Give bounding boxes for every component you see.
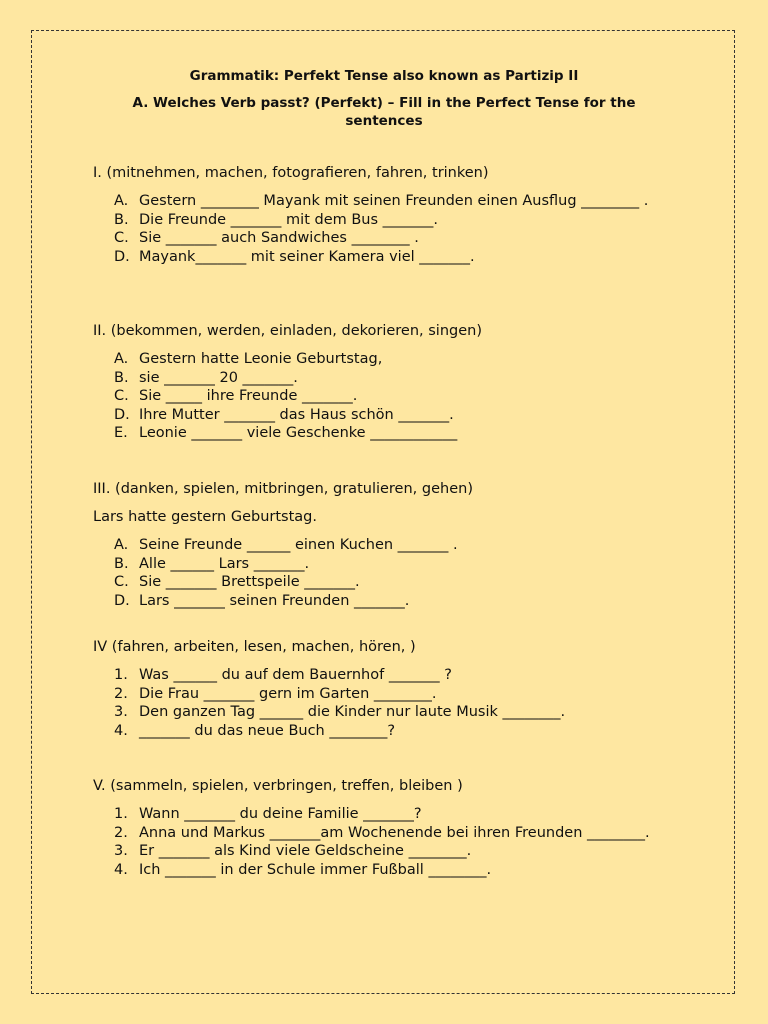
item-text: Ihre Mutter _______ das Haus schön _______. (139, 406, 454, 423)
exercise-item (93, 805, 653, 824)
exercise-item (93, 573, 653, 592)
item-text: _______ du das neue Buch ________? (139, 722, 396, 739)
exercise-item (93, 387, 653, 406)
item-text: Anna und Markus _______am Wochenende bei ihren Freunden ________. (139, 824, 650, 841)
section-intro: Lars hatte gestern Geburtstag. (93, 509, 317, 525)
exercise-list (93, 666, 653, 740)
exercise-item (93, 248, 653, 267)
exercise-list (93, 536, 653, 610)
exercise-list (93, 192, 653, 266)
item-marker: 3. (114, 704, 128, 720)
item-marker: 1. (114, 806, 128, 822)
item-marker: A. (114, 193, 129, 209)
item-marker: B. (114, 369, 129, 386)
item-marker: 2. (114, 824, 128, 841)
item-text: Lars _______ seinen Freunden _______. (139, 592, 410, 609)
item-marker: A. (114, 537, 129, 553)
item-text: Sie _______ Brettspeile _______. (139, 574, 360, 590)
item-marker: E. (114, 425, 128, 441)
item-text: Gestern hatte Leonie Geburtstag, (139, 351, 383, 367)
item-text: Sie _____ ihre Freunde _______. (139, 388, 358, 404)
item-marker: 3. (114, 843, 128, 859)
section-heading: III. (danken, spielen, mitbringen, gratulieren, gehen) (93, 481, 473, 497)
exercise-instruction: A. Welches Verb passt? (Perfekt) – Fill in the Perfect Tense for the sentences (132, 95, 636, 129)
item-marker: D. (114, 406, 130, 423)
exercise-item (93, 555, 653, 574)
item-text: Alle ______ Lars _______. (139, 555, 310, 572)
item-text: Wann _______ du deine Familie _______? (139, 806, 422, 822)
item-text: Leonie _______ viele Geschenke ____________ (139, 425, 458, 441)
item-text: Sie _______ auch Sandwiches ________ . (139, 230, 419, 246)
item-text: Was ______ du auf dem Bauernhof _______ ? (139, 667, 452, 683)
exercise-list (93, 350, 653, 443)
section-heading: II. (bekommen, werden, einladen, dekorieren, singen) (93, 323, 482, 339)
section-1 (93, 164, 653, 266)
item-marker: 1. (114, 667, 128, 683)
exercise-item (93, 703, 653, 722)
exercise-item (93, 406, 653, 425)
exercise-item (93, 369, 653, 388)
exercise-list (93, 805, 653, 879)
exercise-item (93, 192, 653, 211)
item-marker: B. (114, 211, 129, 228)
exercise-item (93, 592, 653, 611)
exercise-item (93, 211, 653, 230)
item-text: Mayank_______ mit seiner Kamera viel _______. (139, 248, 475, 265)
exercise-item (93, 666, 653, 685)
section-4 (93, 638, 653, 740)
item-text: Den ganzen Tag ______ die Kinder nur laute Musik ________. (139, 704, 566, 720)
exercise-item (93, 842, 653, 861)
exercise-item (93, 824, 653, 843)
section-3 (93, 480, 653, 610)
item-marker: C. (114, 388, 129, 404)
exercise-item (93, 722, 653, 741)
worksheet-title: Grammatik: Perfekt Tense also known as Partizip II (189, 68, 579, 84)
item-marker: C. (114, 230, 129, 246)
item-marker: 4. (114, 861, 128, 878)
exercise-item (93, 861, 653, 880)
item-text: Seine Freunde ______ einen Kuchen _______ . (139, 537, 458, 553)
exercise-item (93, 685, 653, 704)
section-heading: IV (fahren, arbeiten, lesen, machen, hören, ) (93, 639, 416, 655)
item-text: sie _______ 20 _______. (139, 369, 298, 386)
exercise-item (93, 350, 653, 369)
section-2 (93, 322, 653, 443)
item-text: Ich _______ in der Schule immer Fußball ________. (139, 861, 492, 878)
item-text: Die Freunde _______ mit dem Bus _______. (139, 211, 439, 228)
section-heading: I. (mitnehmen, machen, fotografieren, fahren, trinken) (93, 165, 489, 181)
exercise-item (93, 229, 653, 248)
item-marker: 2. (114, 685, 128, 702)
item-marker: D. (114, 592, 130, 609)
item-text: Die Frau _______ gern im Garten ________. (139, 685, 437, 702)
exercise-item (93, 536, 653, 555)
item-marker: D. (114, 248, 130, 265)
item-marker: A. (114, 351, 129, 367)
section-5 (93, 777, 653, 879)
item-marker: B. (114, 555, 129, 572)
item-marker: C. (114, 574, 129, 590)
exercise-item (93, 424, 653, 443)
section-heading: V. (sammeln, spielen, verbringen, treffen, bleiben ) (93, 778, 463, 794)
item-text: Er _______ als Kind viele Geldscheine ________. (139, 843, 472, 859)
item-marker: 4. (114, 722, 128, 739)
item-text: Gestern ________ Mayank mit seinen Freunden einen Ausflug ________ . (139, 193, 649, 209)
